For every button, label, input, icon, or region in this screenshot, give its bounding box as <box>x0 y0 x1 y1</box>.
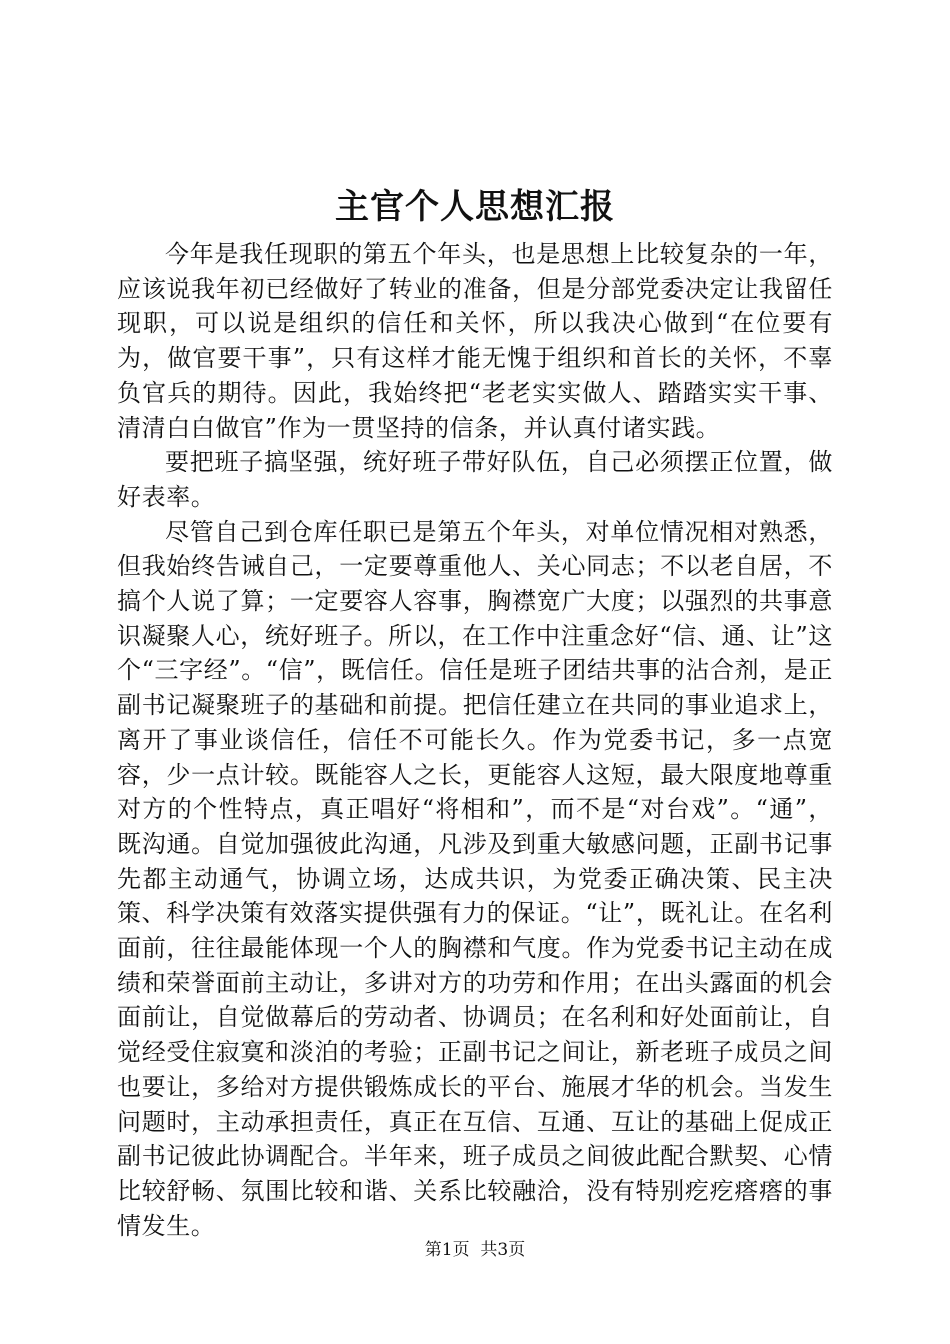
document-title: 主官个人思想汇报 <box>335 187 615 227</box>
paragraph-2: 要把班子搞坚强，统好班子带好队伍，自己必须摆正位置，做好表率。 <box>117 448 833 511</box>
paragraph-3: 尽管自己到仓库任职已是第五个年头，对单位情况相对熟悉，但我始终告诫自己，一定要尊重他人、关心同志；不以老自居，不搞个人说了算；一定要容人容事，胸襟宽广大度；以强烈的共事意识凝聚人心，统好班子。所以，在工作中注重念好“信、通、让”这个“三字经”。“信”，既信任。信任是班子团结共事的沾合剂，是正副书记凝聚班子的基础和前提。把信任建立在共同的事业追求上，离开了事业谈信任，信任不可能长久。作为党委书记，多一点宽容，少一点计较。既能容人之长，更能容人这短，最大限度地尊重对方的个性特点，真正唱好“将相和”，而不是“对台戏”。“通”，既沟通。自觉加强彼此沟通，凡涉及到重大敏感问题，正副书记事先都主动通气，协调立场，达成共识，为党委正确决策、民主决策、科学决策有效落实提供强有力的保证。“让”，既礼让。在名利面前，往往最能体现一个人的胸襟和气度。作为党委书记主动在成绩和荣誉面前主动让，多讲对方的功劳和作用；在出头露面的机会面前让，自觉做幕后的劳动者、协调员；在名利和好处面前让，自觉经受住寂寞和淡泊的考验；正副书记之间让，新老班子成员之间也要让，多给对方提供锻炼成长的平台、施展才华的机会。当发生问题时，主动承担责任，真正在互信、互通、互让的基础上促成正副书记彼此协调配合。半年来，班子成员之间彼此配合默契、心情比较舒畅、氛围比较和谐、关系比较融洽，没有特别疙疙瘩瘩的事情发生。 <box>117 517 833 1240</box>
page-footer <box>0 1238 950 1262</box>
page-number: 第1页 共3页 <box>424 1240 526 1260</box>
document-body <box>117 237 833 1243</box>
paragraph-1: 今年是我任现职的第五个年头，也是思想上比较复杂的一年，应该说我年初已经做好了转业的准备，但是分部党委决定让我留任现职，可以说是组织的信任和关怀，所以我决心做到“在位要有为，做官要干事”，只有这样才能无愧于组织和首长的关怀，不辜负官兵的期待。因此，我始终把“老老实实做人、踏踏实实干事、清清白白做官”作为一贯坚持的信条，并认真付诸实践。 <box>117 240 833 442</box>
